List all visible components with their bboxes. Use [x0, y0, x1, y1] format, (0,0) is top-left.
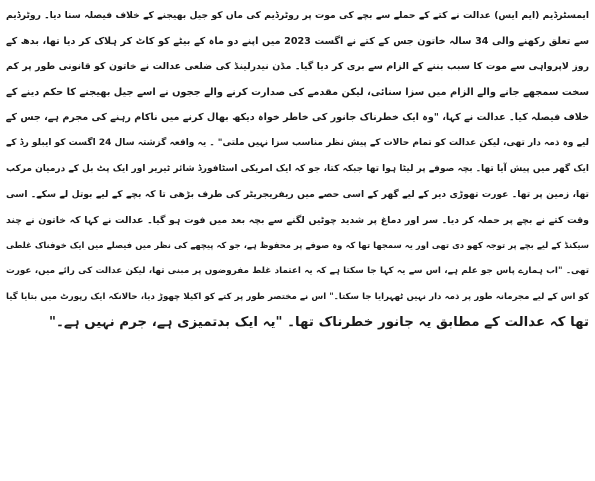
article-line: ایک گھر میں پیش آیا تھا۔ بچہ صوفے پر لیٹا ہوا تھا جبکہ کتا، جو کہ ایک امریکی اسٹافورڈ شائر ٹیریر اور ایک پٹ بل کے درمیان مرکب [6, 163, 589, 174]
article-line: سے تعلق رکھنے والی 34 سالہ خاتون جس کے کتے نے اگست 2023 میں اپنے دو ماہ کے بیٹے کو کاٹ کر ہلاک کر دیا تھا، بدھ کے [6, 35, 589, 47]
article-line: کو اس کے لیے مجرمانہ طور پر ذمہ دار نہیں ٹھہرایا جا سکتا۔" اس نے مختصر طور پر کتے کو اکیلا چھوڑ دیا، حالانکہ ایک رپورٹ میں بتایا گیا [6, 291, 589, 302]
article-line: وقت کتے نے بچے پر حملہ کر دیا۔ سر اور دماغ پر شدید چوٹیں لگنے سے بچہ بعد میں فوت ہو گیا۔ عدالت نے کہا کہ خاتون نے چند [6, 214, 589, 226]
article-line: روز لاپرواہی سے موت کا سبب بننے کے الزام سے بری کر دیا گیا۔ مڈن نیدرلینڈ کی ضلعی عدالت نے خاتون کو قانونی طور پر کم [6, 61, 589, 73]
article-line-last: تھا کہ عدالت کے مطابق یہ جانور خطرناک تھا۔ "یہ ایک بدتمیزی ہے، جرم نہیں ہے۔" [49, 315, 589, 331]
article-line: خلاف فیصلہ کیا۔ عدالت نے کہا، "وہ ایک خطرناک جانور کی خاطر خواہ دیکھ بھال کرنے میں ناکام رہنے کی مجرم ہے، جس کے [6, 112, 589, 124]
article-line: لیے وہ ذمہ دار تھی، لیکن عدالت کو تمام حالات کے پیش نظر مناسب سزا نہیں ملتی" ۔ یہ واقعہ گزشتہ سال 24 اگست کو ایبلو رڈ کے [6, 137, 589, 148]
article-line: سیکنڈ کے لیے بچے پر توجہ کھو دی تھی اور یہ سمجھا تھا کہ وہ صوفے پر محفوظ ہے، جو کہ پیچھے کی نظر میں فیصلے میں ایک خوفناک غلطی [6, 240, 589, 251]
article-line: تھی۔ "اب ہمارے پاس جو علم ہے، اس سے یہ کہا جا سکتا ہے کہ یہ اعتماد غلط مفروضوں پر مبنی تھا، لیکن عدالت کی رائے میں، عورت [6, 265, 589, 276]
article-line: ایمسٹرڈیم (ایم ایس) عدالت نے کتے کے حملے سے بچے کی موت پر روٹرڈیم کی ماں کو جیل بھیجنے کے خلاف فیصلہ سنا دیا۔ روٹرڈیم [6, 10, 589, 21]
article-line: سخت سمجھے جانے والے الزام میں سزا سنائی، لیکن مقدمے کی صدارت کرنے والے ججوں نے اسے جیل بھیجنے کا حکم دینے کے [6, 86, 589, 98]
article-line: تھا، زمین پر تھا۔ عورت تھوڑی دیر کے لیے گھر کے اسی حصے میں ریفریجریٹر کی طرف بڑھی تا کہ بچے کے لیے بوتل لے سکے۔ اسی [6, 189, 589, 201]
